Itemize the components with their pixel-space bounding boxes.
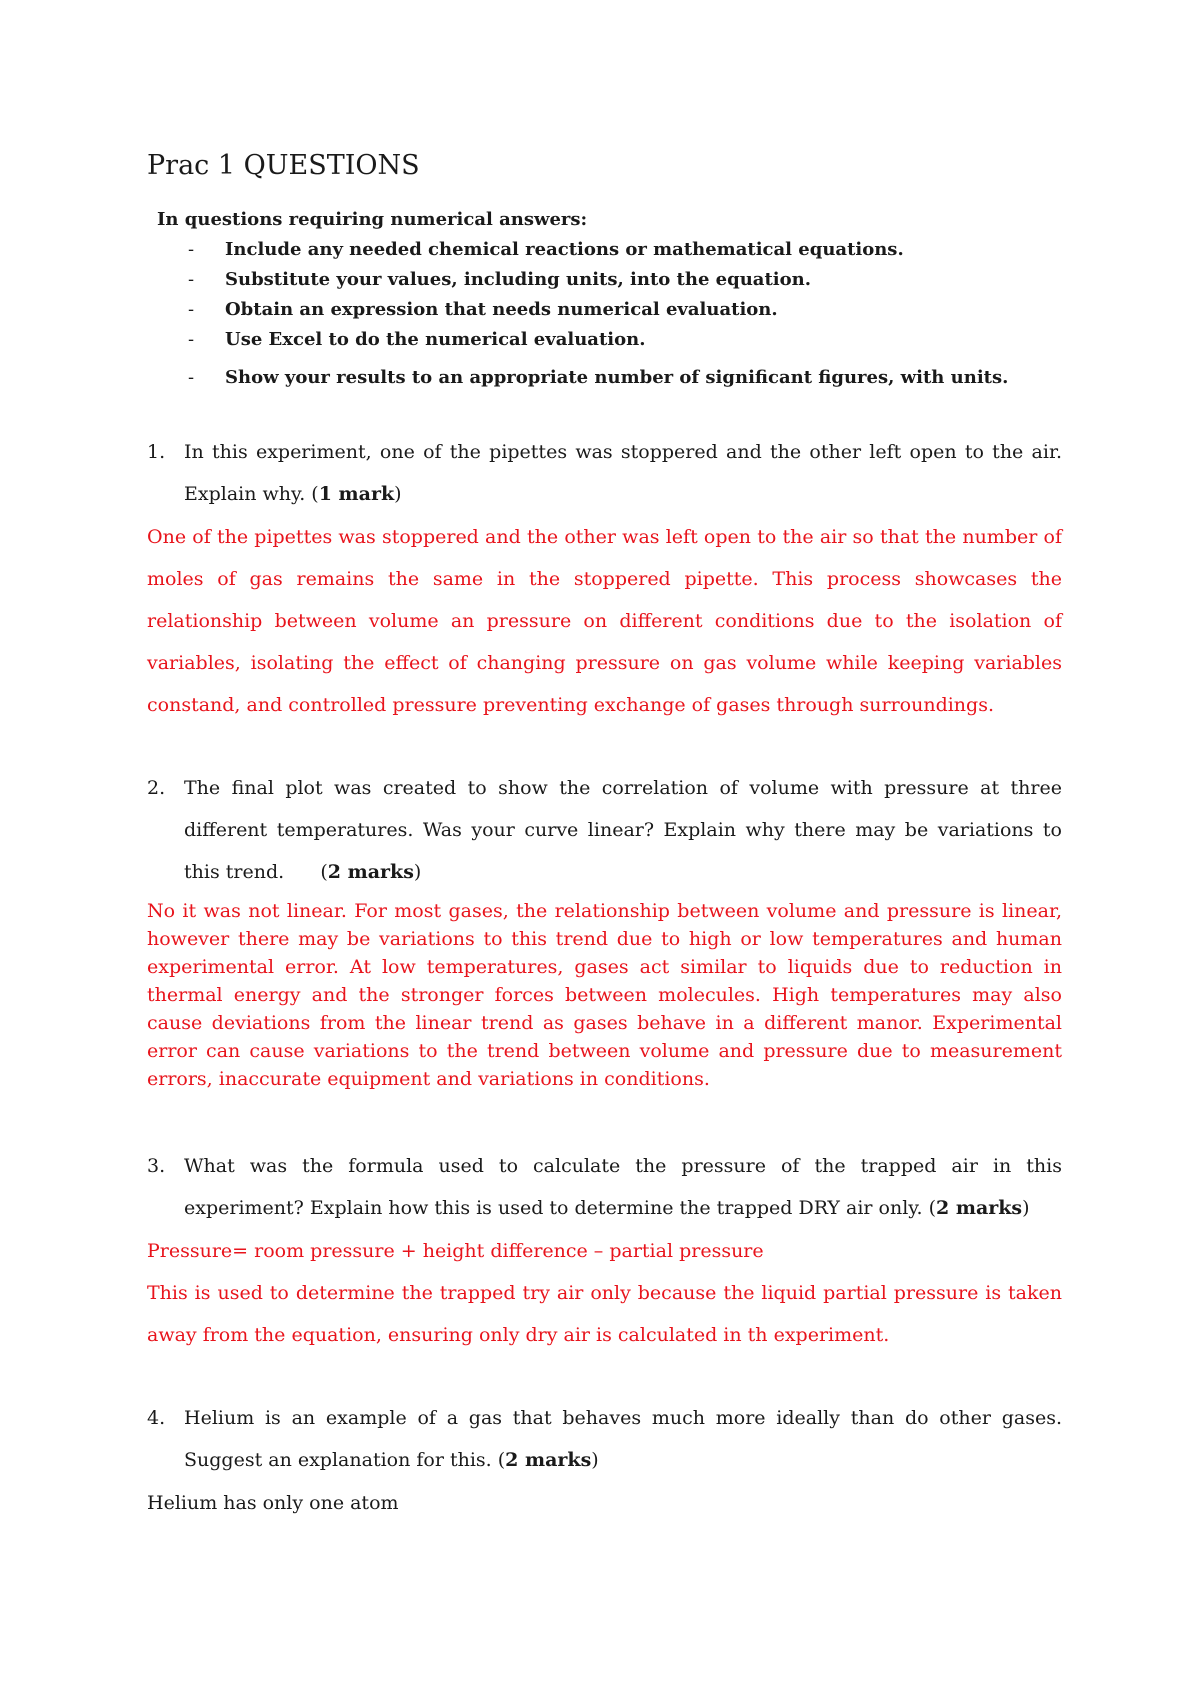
instruction-item: - Show your results to an appropriate number of significant figures, with units. (188, 363, 1008, 393)
question-text: The final plot was created to show the correlation of volume with pressure at three different temperatures. Was your curve linear? Explain why there may be variations to this trend. (2 marks) (184, 777, 1069, 883)
question-text: What was the formula used to calculate the pressure of the trapped air in this experiment? Explain how this is used to determine the trapped DRY air only. (2 marks) (184, 1155, 1062, 1219)
question-text: Helium is an example of a gas that behaves much more ideally than do other gases. Suggest an explanation for this. (2 marks) (184, 1407, 1062, 1471)
question-1 (147, 431, 1062, 515)
instruction-item: - Include any needed chemical reactions or mathematical equations. (188, 235, 1008, 265)
question-4 (147, 1397, 1062, 1481)
answer-3 (147, 1230, 1062, 1356)
question-3 (147, 1145, 1062, 1229)
question-number: 2. (147, 777, 166, 799)
answer-text: One of the pipettes was stoppered and the other was left open to the air so that the number of moles of gas remains the same in the stoppered pipette. This process showcases the relationship between volume an pressure on different conditions due to the isolation of variables, isolating the effect of changing pressure on gas volume while keeping variables constand, and controlled pressure preventing exchange of gases through surroundings. (147, 526, 1062, 716)
instruction-item: - Substitute your values, including units, into the equation. (188, 265, 1008, 295)
marks-label: 2 marks (327, 861, 414, 883)
answer-text: This is used to determine the trapped try air only because the liquid partial pressure is taken away from the equation, ensuring only dry air is calculated in th experiment. (147, 1282, 1062, 1346)
instruction-item: - Obtain an expression that needs numerical evaluation. (188, 295, 1008, 325)
answer-1 (147, 516, 1062, 726)
marks-label: 2 marks (505, 1449, 592, 1471)
answer-text: No it was not linear. For most gases, the relationship between volume and pressure is linear, however there may be variations to this trend due to high or low temperatures and human experimental error. At low temperatures, gases act similar to liquids due to reduction in thermal energy and the stronger forces between molecules. High temperatures may also cause deviations from the linear trend as gases behave in a different manor. Experimental error can cause variations to the trend between volume and pressure due to measurement errors, inaccurate equipment and variations in conditions. (147, 900, 1062, 1090)
question-2 (147, 767, 1069, 893)
answer-2 (147, 897, 1062, 1093)
question-number: 3. (147, 1155, 166, 1177)
instructions-list (188, 235, 1008, 393)
question-text: In this experiment, one of the pipettes was stoppered and the other left open to the air. Explain why. (1 mark) (184, 441, 1062, 505)
answer-4: Helium has only one atom (147, 1492, 399, 1514)
answer-formula: Pressure= room pressure + height difference – partial pressure (147, 1240, 764, 1262)
marks-label: 2 marks (936, 1197, 1023, 1219)
marks-label: 1 mark (318, 483, 395, 505)
page-title: Prac 1 QUESTIONS (147, 150, 420, 181)
instructions-intro: In questions requiring numerical answers: (157, 209, 588, 230)
question-number: 4. (147, 1407, 166, 1429)
instruction-item: - Use Excel to do the numerical evaluation. (188, 325, 1008, 355)
question-number: 1. (147, 441, 166, 463)
